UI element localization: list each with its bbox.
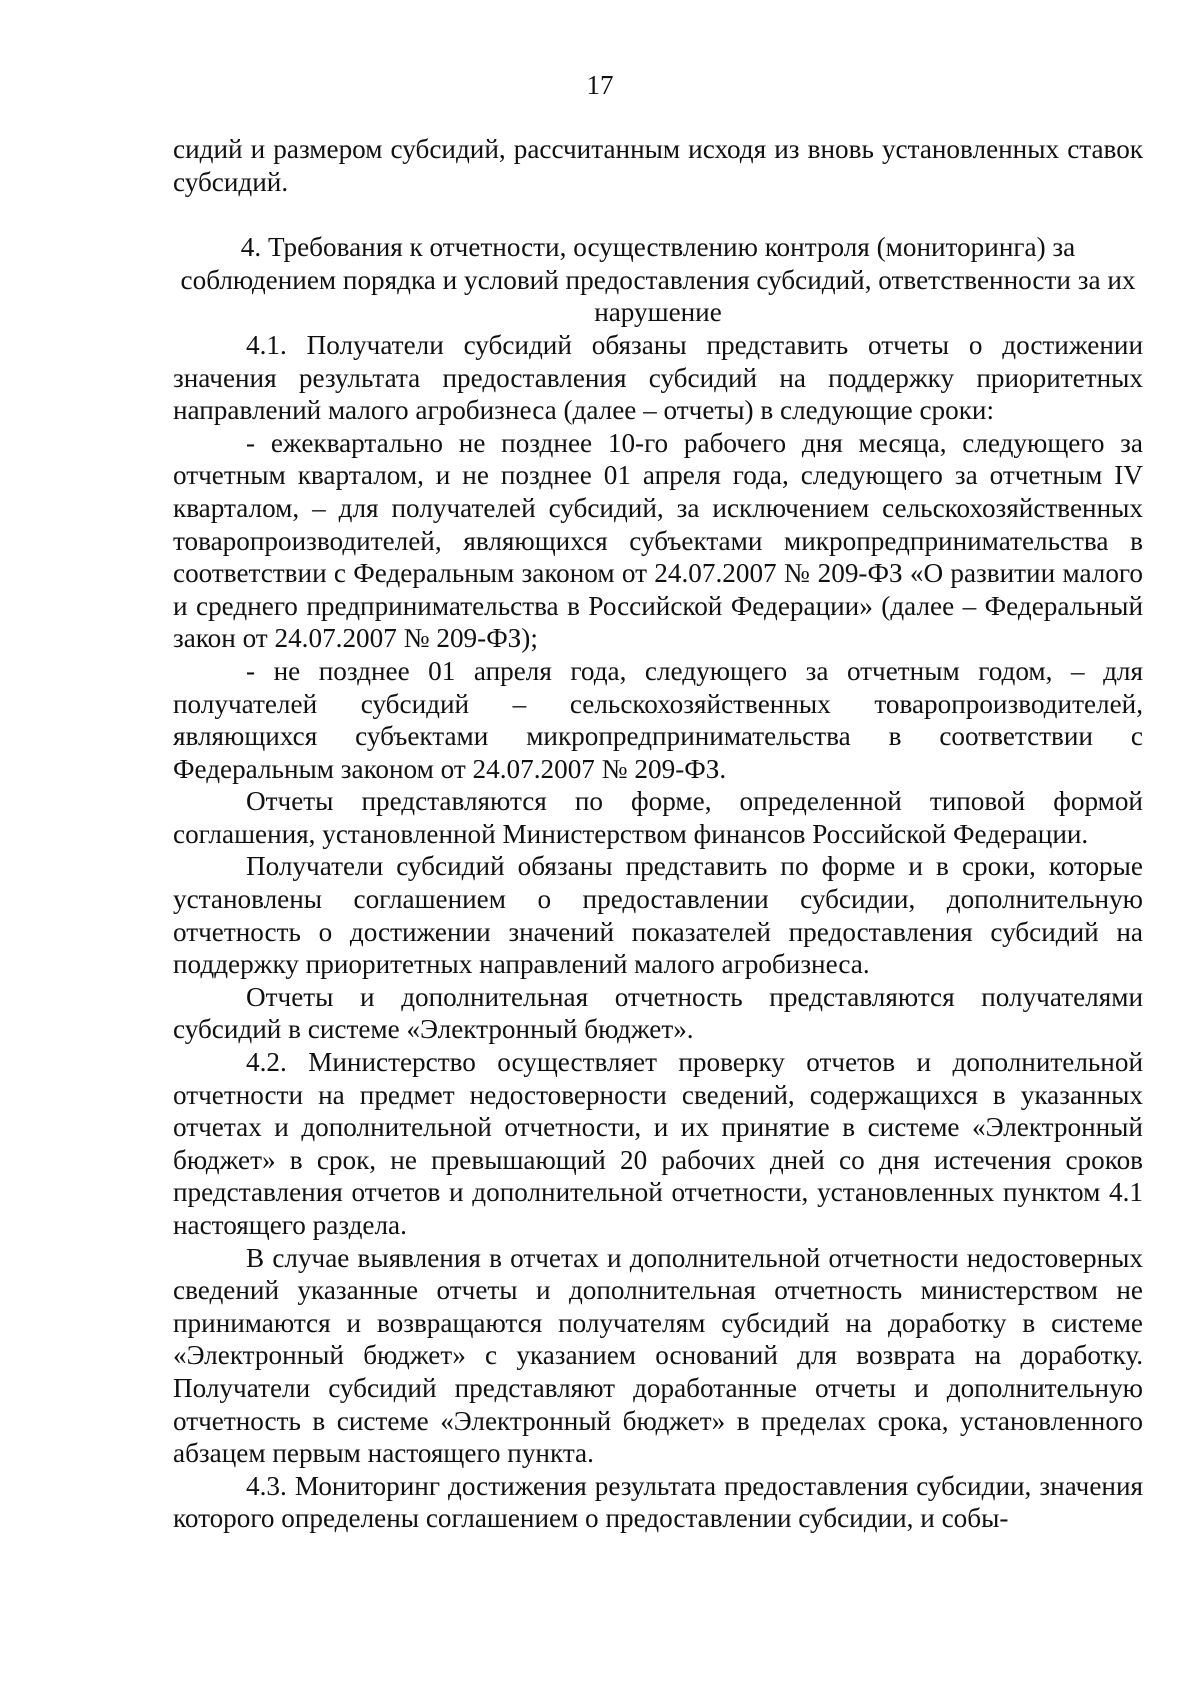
paragraph-4-3: 4.3. Мониторинг достижения результата предоставления субсидии, значения которого определены соглашением о предоставлении субсидии, и собы- — [173, 1470, 1143, 1534]
paragraph-report-form: Отчеты представляются по форме, определенной типовой формой соглашения, установленной Министерством финансов Российской Федерации. — [173, 786, 1143, 849]
paragraph-unreliable-data: В случае выявления в отчетах и дополнительной отчетности недостоверных сведений указанные отчеты и дополнительная отчетность министерством не принимаются и возвращаются получателям субсидий на доработку в системе «Электронный бюджет» с указанием оснований для возврата на доработку. Получатели субсидий представляют доработанные отчеты и дополнительную отчетность в системе «Электронный бюджет» в пределах срока, установленного абзацем первым настоящего пункта. — [173, 1242, 1143, 1469]
paragraph-list-item-1: - ежеквартально не позднее 10-го рабочего дня месяца, следующего за отчетным кварталом, и не позднее 01 апреля года, следующего за отчетным IV кварталом, – для получателей субсидий, за исключением сельскохозяйственных товаропроизводителей, являющихся субъектами микропредпринимательства в соответствии с Федеральным законом от 24.07.2007 № 209-ФЗ «О развитии малого и среднего предпринимательства в Российской Федерации» (далее – Федеральный закон от 24.07.2007 № 209-ФЗ); — [173, 427, 1143, 654]
paragraph-electronic-budget: Отчеты и дополнительная отчетность представляются получателями субсидий в системе «Электронный бюджет». — [173, 981, 1143, 1045]
paragraph-4-2: 4.2. Министерство осуществляет проверку отчетов и дополнительной отчетности на предмет недостоверности сведений, содержащихся в указанных отчетах и дополнительной отчетности, и их принятие в системе «Электронный бюджет» в срок, не превышающий 20 рабочих дней со дня истечения сроков представления отчетов и дополнительной отчетности, установленных пунктом 4.1 настоящего раздела. — [173, 1047, 1143, 1240]
document-body — [173, 133, 1143, 1535]
paragraph-list-item-2: - не позднее 01 апреля года, следующего за отчетным годом, – для получателей субсидий – сельскохозяйственных товаропроизводителей, являющихся субъектами микропредпринимательства в соответствии с Федеральным законом от 24.07.2007 № 209-ФЗ. — [173, 655, 1143, 784]
paragraph-additional-reporting: Получатели субсидий обязаны представить по форме и в сроки, которые установлены соглашением о предоставлении субсидии, дополнительную отчетность о достижении значений показателей предоставления субсидий на поддержку приоритетных направлений малого агробизнеса. — [173, 851, 1143, 980]
paragraph-4-1: 4.1. Получатели субсидий обязаны представить отчеты о достижении значения результата предоставления субсидий на поддержку приоритетных направлений малого агробизнеса (далее – отчеты) в следующие сроки: — [173, 329, 1143, 426]
section-heading: 4. Требования к отчетности, осуществлению контроля (мониторинга) за соблюдением порядка и условий предоставления субсидий, ответственности за их нарушение — [180, 232, 1136, 328]
page-number: 17 — [586, 70, 614, 100]
paragraph-continuation: сидий и размером субсидий, рассчитанным исходя из вновь установленных ставок субсидий. — [173, 134, 1143, 197]
